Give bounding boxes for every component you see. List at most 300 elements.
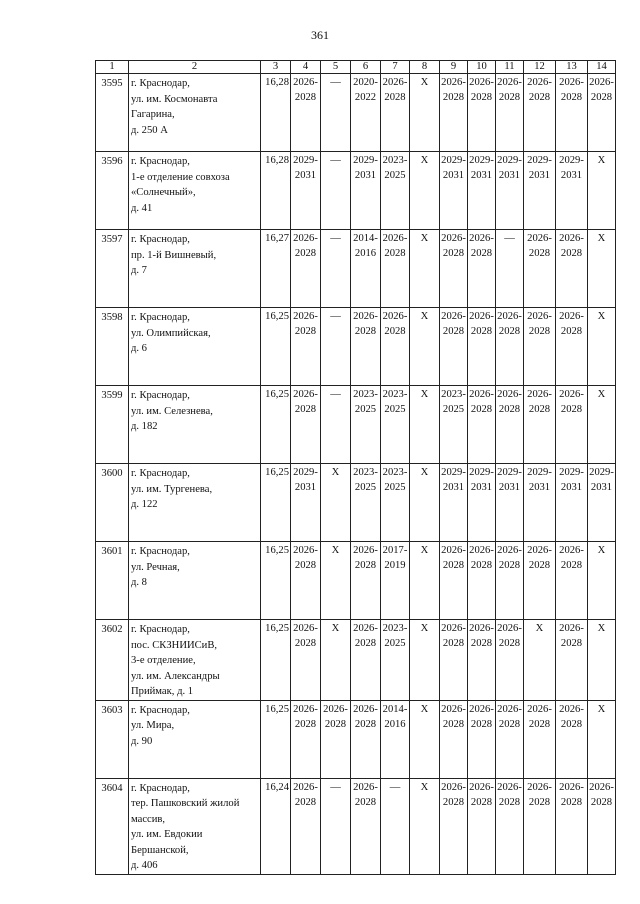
address-cell bbox=[129, 778, 261, 874]
period-cell bbox=[524, 778, 556, 874]
cell-text: — bbox=[330, 389, 341, 400]
cell-text: — bbox=[330, 781, 341, 793]
period-cell bbox=[351, 778, 381, 874]
cell-text: 2026- 2028 bbox=[497, 781, 522, 808]
cell-text: X bbox=[420, 311, 429, 322]
address-cell bbox=[129, 230, 261, 308]
page-number: 361 bbox=[311, 28, 329, 42]
cell-text: 2026- 2028 bbox=[469, 311, 494, 337]
cell-text: 16,27 bbox=[265, 233, 289, 244]
period-cell bbox=[468, 74, 496, 152]
period-cell bbox=[381, 542, 410, 620]
cell-text: 2026- 2028 bbox=[559, 545, 584, 571]
period-cell bbox=[351, 700, 381, 778]
value-cell bbox=[261, 464, 291, 542]
period-cell bbox=[496, 230, 524, 308]
period-cell bbox=[496, 74, 524, 152]
cell-text: 2026- 2028 bbox=[559, 233, 584, 259]
period-cell bbox=[556, 308, 588, 386]
cell-text: 2026- 2028 bbox=[293, 545, 318, 571]
cell-text: 2026- 2028 bbox=[527, 781, 552, 808]
table-row bbox=[96, 464, 616, 542]
period-cell bbox=[410, 230, 440, 308]
period-cell bbox=[588, 74, 616, 152]
row-number bbox=[96, 152, 129, 230]
cell-text: X bbox=[420, 389, 429, 400]
cell-text: 2023- 2025 bbox=[382, 623, 408, 649]
period-cell bbox=[524, 152, 556, 230]
address-cell bbox=[129, 620, 261, 701]
period-cell bbox=[291, 74, 321, 152]
table-row bbox=[96, 542, 616, 620]
cell-text: 2026- 2028 bbox=[589, 781, 614, 808]
period-cell bbox=[588, 230, 616, 308]
cell-text: — bbox=[330, 311, 341, 322]
cell-text: X bbox=[420, 233, 429, 244]
cell-text: X bbox=[597, 155, 606, 166]
period-cell bbox=[351, 464, 381, 542]
table-row bbox=[96, 700, 616, 778]
cell-text: 2026- 2028 bbox=[441, 781, 466, 808]
value-cell bbox=[261, 308, 291, 386]
table-row bbox=[96, 778, 616, 874]
period-cell bbox=[524, 620, 556, 701]
cell-text: — bbox=[330, 155, 341, 166]
cell-text: X bbox=[420, 703, 429, 715]
period-cell bbox=[524, 74, 556, 152]
cell-text: — bbox=[389, 781, 401, 793]
cell-text: 2029- 2031 bbox=[589, 467, 614, 493]
period-cell bbox=[440, 152, 468, 230]
period-cell bbox=[588, 386, 616, 464]
cell-text: 2026- 2028 bbox=[527, 389, 552, 415]
cell-text: 2020- 2022 bbox=[353, 77, 378, 103]
period-cell bbox=[440, 700, 468, 778]
cell-text: 2026- 2028 bbox=[469, 781, 494, 808]
cell-text: 2026- 2028 bbox=[469, 545, 494, 571]
cell-text: 2026- 2028 bbox=[527, 703, 552, 730]
cell-text: 2023- 2025 bbox=[441, 389, 466, 415]
cell-text: 3600 bbox=[101, 468, 123, 479]
row-number bbox=[96, 542, 129, 620]
period-cell bbox=[321, 308, 351, 386]
period-cell bbox=[588, 464, 616, 542]
period-cell bbox=[588, 700, 616, 778]
cell-text: 2029- 2031 bbox=[441, 155, 466, 181]
cell-text: X bbox=[420, 77, 429, 88]
cell-text: г. Краснодар, тер. Пашковский жилой массив, ул. им. Евдокии Бершанской, д. 406 bbox=[131, 782, 240, 871]
period-cell bbox=[381, 74, 410, 152]
cell-text: 2023- 2025 bbox=[353, 389, 378, 415]
cell-text: 16,25 bbox=[265, 545, 289, 556]
period-cell bbox=[410, 464, 440, 542]
cell-text: 2029- 2031 bbox=[497, 467, 522, 493]
address-cell bbox=[129, 542, 261, 620]
period-cell bbox=[291, 386, 321, 464]
period-cell bbox=[556, 778, 588, 874]
row-number bbox=[96, 74, 129, 152]
value-cell bbox=[261, 152, 291, 230]
cell-text: 2026- 2028 bbox=[293, 233, 318, 259]
cell-text: 3595 bbox=[101, 78, 123, 89]
period-cell bbox=[410, 700, 440, 778]
cell-text: 2026- 2028 bbox=[497, 623, 522, 649]
cell-text: 2026- 2028 bbox=[497, 389, 522, 415]
period-cell bbox=[321, 230, 351, 308]
period-cell bbox=[556, 620, 588, 701]
cell-text: 2029- 2031 bbox=[559, 467, 584, 493]
period-cell bbox=[291, 152, 321, 230]
period-cell bbox=[468, 620, 496, 701]
period-cell bbox=[524, 542, 556, 620]
period-cell bbox=[496, 386, 524, 464]
period-cell bbox=[556, 464, 588, 542]
period-cell bbox=[291, 700, 321, 778]
cell-text: 2026- 2028 bbox=[559, 781, 584, 808]
period-cell bbox=[381, 152, 410, 230]
period-cell bbox=[524, 230, 556, 308]
value-cell bbox=[261, 74, 291, 152]
table-body bbox=[96, 74, 616, 875]
cell-text: 3597 bbox=[101, 234, 123, 245]
cell-text: 2026- 2028 bbox=[527, 77, 552, 103]
cell-text: 2026- 2028 bbox=[559, 77, 584, 103]
register-table bbox=[95, 60, 616, 875]
cell-text: 2029- 2031 bbox=[527, 467, 552, 493]
cell-text: 2029- 2031 bbox=[353, 155, 378, 181]
cell-text: 3604 bbox=[101, 782, 123, 794]
cell-text: — bbox=[330, 77, 341, 88]
period-cell bbox=[381, 308, 410, 386]
cell-text: X bbox=[597, 545, 606, 556]
address-cell bbox=[129, 464, 261, 542]
cell-text: X bbox=[331, 545, 340, 556]
column-header-10: 10 bbox=[468, 61, 496, 74]
period-cell bbox=[588, 620, 616, 701]
period-cell bbox=[351, 230, 381, 308]
cell-text: 2026- 2028 bbox=[469, 623, 494, 649]
cell-text: 2026- 2028 bbox=[559, 623, 584, 649]
cell-text: 16,28 bbox=[265, 155, 289, 166]
cell-text: г. Краснодар, пр. 1-й Вишневый, д. 7 bbox=[131, 234, 217, 276]
period-cell bbox=[468, 152, 496, 230]
cell-text: 2026- 2028 bbox=[441, 233, 466, 259]
address-cell bbox=[129, 308, 261, 386]
period-cell bbox=[468, 308, 496, 386]
period-cell bbox=[381, 620, 410, 701]
value-cell bbox=[261, 386, 291, 464]
row-number bbox=[96, 230, 129, 308]
period-cell bbox=[496, 464, 524, 542]
period-cell bbox=[351, 386, 381, 464]
period-cell bbox=[468, 230, 496, 308]
period-cell bbox=[410, 542, 440, 620]
period-cell bbox=[440, 386, 468, 464]
column-header-11: 11 bbox=[496, 61, 524, 74]
table-row bbox=[96, 230, 616, 308]
cell-text: 2029- 2031 bbox=[497, 155, 522, 181]
period-cell bbox=[321, 152, 351, 230]
cell-text: 3596 bbox=[101, 156, 123, 167]
period-cell bbox=[440, 620, 468, 701]
period-cell bbox=[524, 386, 556, 464]
table-row bbox=[96, 308, 616, 386]
period-cell bbox=[351, 542, 381, 620]
cell-text: X bbox=[331, 467, 340, 478]
period-cell bbox=[321, 778, 351, 874]
cell-text: 2026- 2028 bbox=[293, 703, 318, 730]
cell-text: 2029- 2031 bbox=[441, 467, 466, 493]
cell-text: 2026- 2028 bbox=[293, 311, 318, 337]
column-header-6: 6 bbox=[351, 61, 381, 74]
cell-text: 2026- 2028 bbox=[441, 545, 466, 571]
cell-text: X bbox=[597, 703, 606, 715]
cell-text: X bbox=[597, 623, 606, 634]
period-cell bbox=[321, 700, 351, 778]
cell-text: 16,28 bbox=[265, 77, 289, 88]
cell-text: 2026- 2028 bbox=[382, 77, 408, 103]
period-cell bbox=[556, 386, 588, 464]
cell-text: 2026- 2028 bbox=[589, 77, 614, 103]
period-cell bbox=[291, 542, 321, 620]
period-cell bbox=[381, 464, 410, 542]
cell-text: 2026- 2028 bbox=[293, 623, 318, 649]
cell-text: г. Краснодар, ул. Речная, д. 8 bbox=[131, 546, 190, 588]
value-cell bbox=[261, 230, 291, 308]
period-cell bbox=[556, 74, 588, 152]
period-cell bbox=[524, 464, 556, 542]
period-cell bbox=[410, 386, 440, 464]
period-cell bbox=[381, 386, 410, 464]
column-header-1: 1 bbox=[96, 61, 129, 74]
cell-text: 2026- 2028 bbox=[527, 545, 552, 571]
cell-text: 2026- 2028 bbox=[497, 311, 522, 337]
cell-text: 16,25 bbox=[265, 703, 289, 715]
cell-text: 2026- 2028 bbox=[469, 389, 494, 415]
cell-text: 2017- 2019 bbox=[382, 545, 408, 571]
table-row bbox=[96, 152, 616, 230]
column-header-5: 5 bbox=[321, 61, 351, 74]
column-header-4: 4 bbox=[291, 61, 321, 74]
table-row bbox=[96, 620, 616, 701]
period-cell bbox=[381, 700, 410, 778]
column-header-13: 13 bbox=[556, 61, 588, 74]
cell-text: X bbox=[420, 781, 429, 793]
cell-text: 2026- 2028 bbox=[293, 781, 318, 808]
cell-text: 2026- 2028 bbox=[559, 703, 584, 730]
cell-text: 2026- 2028 bbox=[441, 623, 466, 649]
cell-text: 2026- 2028 bbox=[353, 703, 378, 730]
period-cell bbox=[381, 230, 410, 308]
column-header-2: 2 bbox=[129, 61, 261, 74]
cell-text: 2026- 2028 bbox=[353, 781, 378, 808]
cell-text: 2026- 2028 bbox=[293, 389, 318, 415]
period-cell bbox=[410, 620, 440, 701]
period-cell bbox=[496, 778, 524, 874]
period-cell bbox=[381, 778, 410, 874]
cell-text: 2026- 2028 bbox=[382, 233, 408, 259]
cell-text: 2026- 2028 bbox=[382, 311, 408, 337]
cell-text: — bbox=[330, 233, 341, 244]
cell-text: X bbox=[597, 389, 606, 400]
address-cell bbox=[129, 152, 261, 230]
column-header-14: 14 bbox=[588, 61, 616, 74]
period-cell bbox=[556, 230, 588, 308]
cell-text: X bbox=[597, 233, 606, 244]
table-row bbox=[96, 386, 616, 464]
period-cell bbox=[556, 152, 588, 230]
cell-text: 2026- 2028 bbox=[469, 77, 494, 103]
period-cell bbox=[291, 778, 321, 874]
cell-text: 2026- 2028 bbox=[469, 703, 494, 730]
cell-text: 2026- 2028 bbox=[559, 389, 584, 415]
cell-text: г. Краснодар, ул. Мира, д. 90 bbox=[131, 704, 190, 747]
period-cell bbox=[524, 308, 556, 386]
cell-text: 2029- 2031 bbox=[527, 155, 552, 181]
period-cell bbox=[321, 620, 351, 701]
value-cell bbox=[261, 700, 291, 778]
cell-text: 2029- 2031 bbox=[559, 155, 584, 181]
cell-text: 3602 bbox=[101, 624, 123, 635]
cell-text: 2023- 2025 bbox=[382, 467, 408, 493]
cell-text: X bbox=[420, 155, 429, 166]
period-cell bbox=[588, 542, 616, 620]
period-cell bbox=[440, 778, 468, 874]
cell-text: 2026- 2028 bbox=[353, 623, 378, 649]
period-cell bbox=[468, 778, 496, 874]
cell-text: 2026- 2028 bbox=[353, 311, 378, 337]
period-cell bbox=[524, 700, 556, 778]
period-cell bbox=[291, 230, 321, 308]
cell-text: 3603 bbox=[101, 704, 123, 716]
period-cell bbox=[410, 74, 440, 152]
cell-text: 2026- 2028 bbox=[527, 311, 552, 337]
period-cell bbox=[556, 542, 588, 620]
column-header-7: 7 bbox=[381, 61, 410, 74]
period-cell bbox=[291, 464, 321, 542]
row-number bbox=[96, 778, 129, 874]
cell-text: г. Краснодар, 1-е отделение совхоза «Солнечный», д. 41 bbox=[131, 156, 230, 214]
address-cell bbox=[129, 74, 261, 152]
cell-text: 3601 bbox=[101, 546, 123, 557]
period-cell bbox=[588, 308, 616, 386]
period-cell bbox=[468, 386, 496, 464]
period-cell bbox=[496, 542, 524, 620]
cell-text: г. Краснодар, ул. им. Тургенева, д. 122 bbox=[131, 468, 213, 510]
period-cell bbox=[291, 620, 321, 701]
cell-text: 2014- 2016 bbox=[353, 233, 378, 259]
period-cell bbox=[410, 308, 440, 386]
row-number bbox=[96, 386, 129, 464]
cell-text: 2029- 2031 bbox=[293, 155, 318, 181]
column-header-9: 9 bbox=[440, 61, 468, 74]
period-cell bbox=[440, 308, 468, 386]
period-cell bbox=[468, 700, 496, 778]
period-cell bbox=[321, 464, 351, 542]
cell-text: 2026- 2028 bbox=[441, 311, 466, 337]
address-cell bbox=[129, 700, 261, 778]
period-cell bbox=[496, 152, 524, 230]
cell-text: 16,25 bbox=[265, 311, 289, 322]
table-row bbox=[96, 74, 616, 152]
period-cell bbox=[496, 700, 524, 778]
period-cell bbox=[440, 74, 468, 152]
cell-text: 16,25 bbox=[265, 623, 289, 634]
period-cell bbox=[351, 74, 381, 152]
value-cell bbox=[261, 620, 291, 701]
column-header-12: 12 bbox=[524, 61, 556, 74]
value-cell bbox=[261, 542, 291, 620]
period-cell bbox=[440, 230, 468, 308]
cell-text: 3598 bbox=[101, 312, 123, 323]
period-cell bbox=[321, 74, 351, 152]
period-cell bbox=[440, 542, 468, 620]
cell-text: 2026- 2028 bbox=[441, 703, 466, 730]
period-cell bbox=[468, 542, 496, 620]
period-cell bbox=[351, 308, 381, 386]
cell-text: 2026- 2028 bbox=[293, 77, 318, 103]
cell-text: X bbox=[597, 311, 606, 322]
period-cell bbox=[321, 542, 351, 620]
period-cell bbox=[321, 386, 351, 464]
row-number bbox=[96, 620, 129, 701]
cell-text: 16,24 bbox=[265, 781, 289, 793]
cell-text: г. Краснодар, пос. СКЗНИИСиВ, 3-е отделение, ул. им. Александры Приймак, д. 1 bbox=[131, 624, 220, 697]
cell-text: X bbox=[535, 623, 544, 634]
cell-text: X bbox=[420, 545, 429, 556]
cell-text: X bbox=[420, 623, 429, 634]
cell-text: 2026- 2028 bbox=[323, 703, 348, 730]
address-cell bbox=[129, 386, 261, 464]
cell-text: 2029- 2031 bbox=[469, 467, 494, 493]
cell-text: г. Краснодар, ул. им. Космонавта Гагарина, д. 250 А bbox=[131, 78, 218, 136]
period-cell bbox=[291, 308, 321, 386]
cell-text: X bbox=[331, 623, 340, 634]
period-cell bbox=[410, 152, 440, 230]
period-cell bbox=[410, 778, 440, 874]
cell-text: 2023- 2025 bbox=[353, 467, 378, 493]
cell-text: 2023- 2025 bbox=[382, 389, 408, 415]
cell-text: г. Краснодар, ул. Олимпийская, д. 6 bbox=[131, 312, 211, 354]
header-row bbox=[96, 61, 616, 74]
cell-text: 2023- 2025 bbox=[382, 155, 408, 181]
row-number bbox=[96, 700, 129, 778]
cell-text: 2026- 2028 bbox=[441, 77, 466, 103]
cell-text: 2026- 2028 bbox=[527, 233, 552, 259]
row-number bbox=[96, 308, 129, 386]
cell-text: 2029- 2031 bbox=[293, 467, 318, 493]
period-cell bbox=[440, 464, 468, 542]
column-header-3: 3 bbox=[261, 61, 291, 74]
period-cell bbox=[351, 152, 381, 230]
cell-text: 3599 bbox=[101, 390, 123, 401]
cell-text: 2026- 2028 bbox=[559, 311, 584, 337]
value-cell bbox=[261, 778, 291, 874]
cell-text: г. Краснодар, ул. им. Селезнева, д. 182 bbox=[131, 390, 213, 432]
column-header-8: 8 bbox=[410, 61, 440, 74]
cell-text: 2026- 2028 bbox=[469, 233, 494, 259]
cell-text: X bbox=[420, 467, 429, 478]
cell-text: 2029- 2031 bbox=[469, 155, 494, 181]
period-cell bbox=[588, 778, 616, 874]
period-cell bbox=[468, 464, 496, 542]
period-cell bbox=[588, 152, 616, 230]
period-cell bbox=[351, 620, 381, 701]
row-number bbox=[96, 464, 129, 542]
cell-text: 16,25 bbox=[265, 467, 289, 478]
period-cell bbox=[496, 308, 524, 386]
cell-text: — bbox=[504, 233, 515, 244]
